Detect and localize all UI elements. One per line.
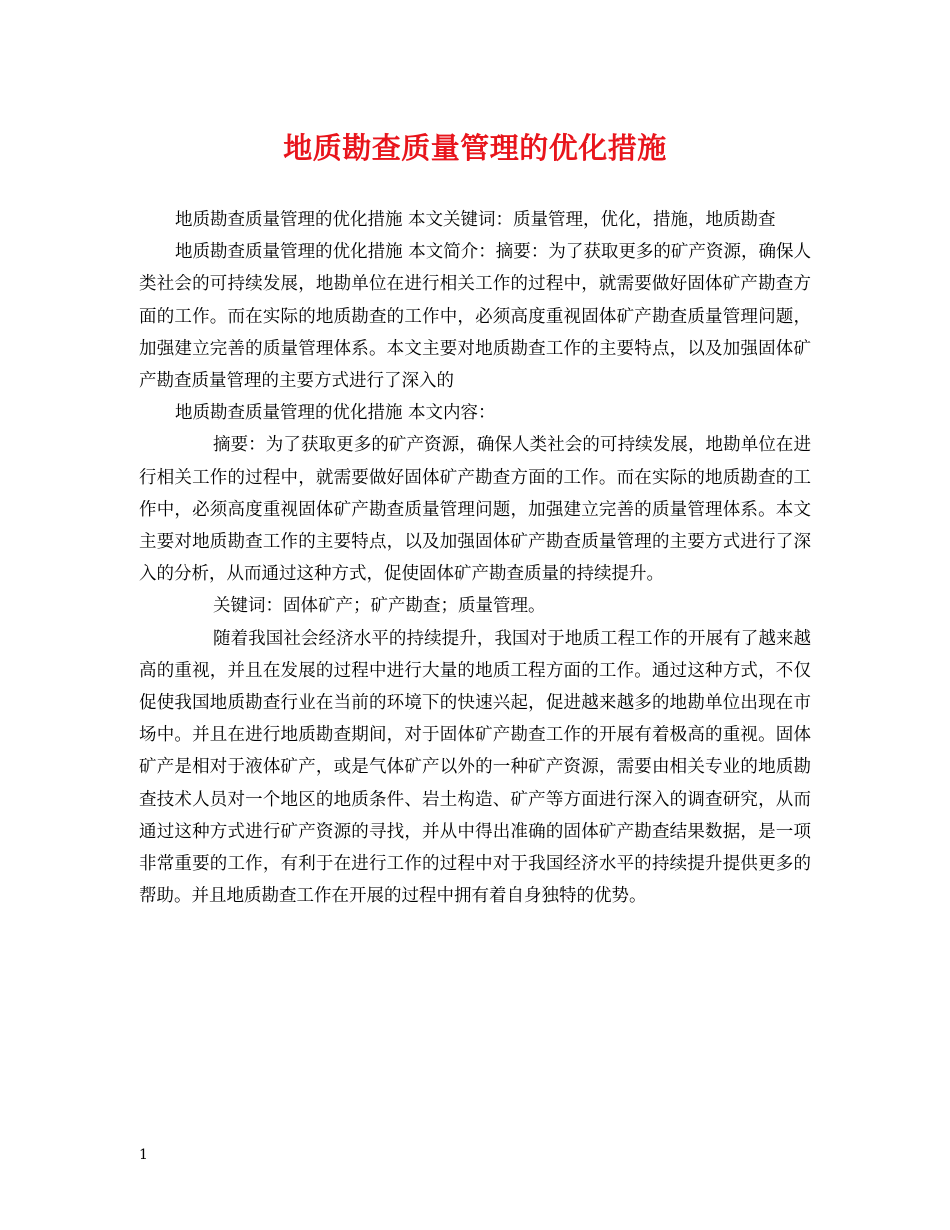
keywords-paragraph: 地质勘查质量管理的优化措施 本文关键词：质量管理，优化，措施，地质勘查 xyxy=(175,210,776,230)
summary-paragraph: 地质勘查质量管理的优化措施 本文简介：摘要：为了获取更多的矿产资源，确保人类社会的可持续发展，地勘单位在进行相关工作的过程中，就需要做好固体矿产勘查方面的工作。而在实际的地质勘查的工作中，必须高度重视固体矿产勘查质量管理问题，加强建立完善的质量管理体系。本文主要对地质勘查工作的主要特点，以及加强固体矿产勘查质量管理的主要方式进行了深入的 xyxy=(139,242,811,392)
intro-paragraph: 随着我国社会经济水平的持续提升，我国对于地质工程工作的开展有了越来越高的重视，并且在发展的过程中进行大量的地质工程方面的工作。通过这种方式，不仅促使我国地质勘查行业在当前的环境下的快速兴起，促进越来越多的地勘单位出现在市场中。并且在进行地质勘查期间，对于固体矿产勘查工作的开展有着极高的重视。固体矿产是相对于液体矿产，或是气体矿产以外的一种矿产资源，需要由相关专业的地质勘查技术人员对一个地区的地质条件、岩土构造、矿产等方面进行深入的调查研究，从而通过这种方式进行矿产资源的寻找，并从中得出准确的固体矿产勘查结果数据，是一项非常重要的工作，有利于在进行工作的过程中对于我国经济水平的持续提升提供更多的帮助。并且地质勘查工作在开展的过程中拥有着自身独特的优势。 xyxy=(139,628,811,907)
abstract-paragraph: 摘要：为了获取更多的矿产资源，确保人类社会的可持续发展，地勘单位在进行相关工作的过程中，就需要做好固体矿产勘查方面的工作。而在实际的地质勘查的工作中，必须高度重视固体矿产勘查质量管理问题，加强建立完善的质量管理体系。本文主要对地质勘查工作的主要特点，以及加强固体矿产勘查质量管理的主要方式进行了深入的分析，从而通过这种方式，促使固体矿产勘查质量的持续提升。 xyxy=(139,435,811,585)
keyword-list-paragraph: 关键词：固体矿产；矿产勘查；质量管理。 xyxy=(213,596,546,617)
document-body xyxy=(139,204,811,912)
page-number: 1 xyxy=(139,1147,148,1163)
document-title: 地质勘查质量管理的优化措施 xyxy=(283,131,667,165)
content-heading-paragraph: 地质勘查质量管理的优化措施 本文内容： xyxy=(175,403,496,424)
